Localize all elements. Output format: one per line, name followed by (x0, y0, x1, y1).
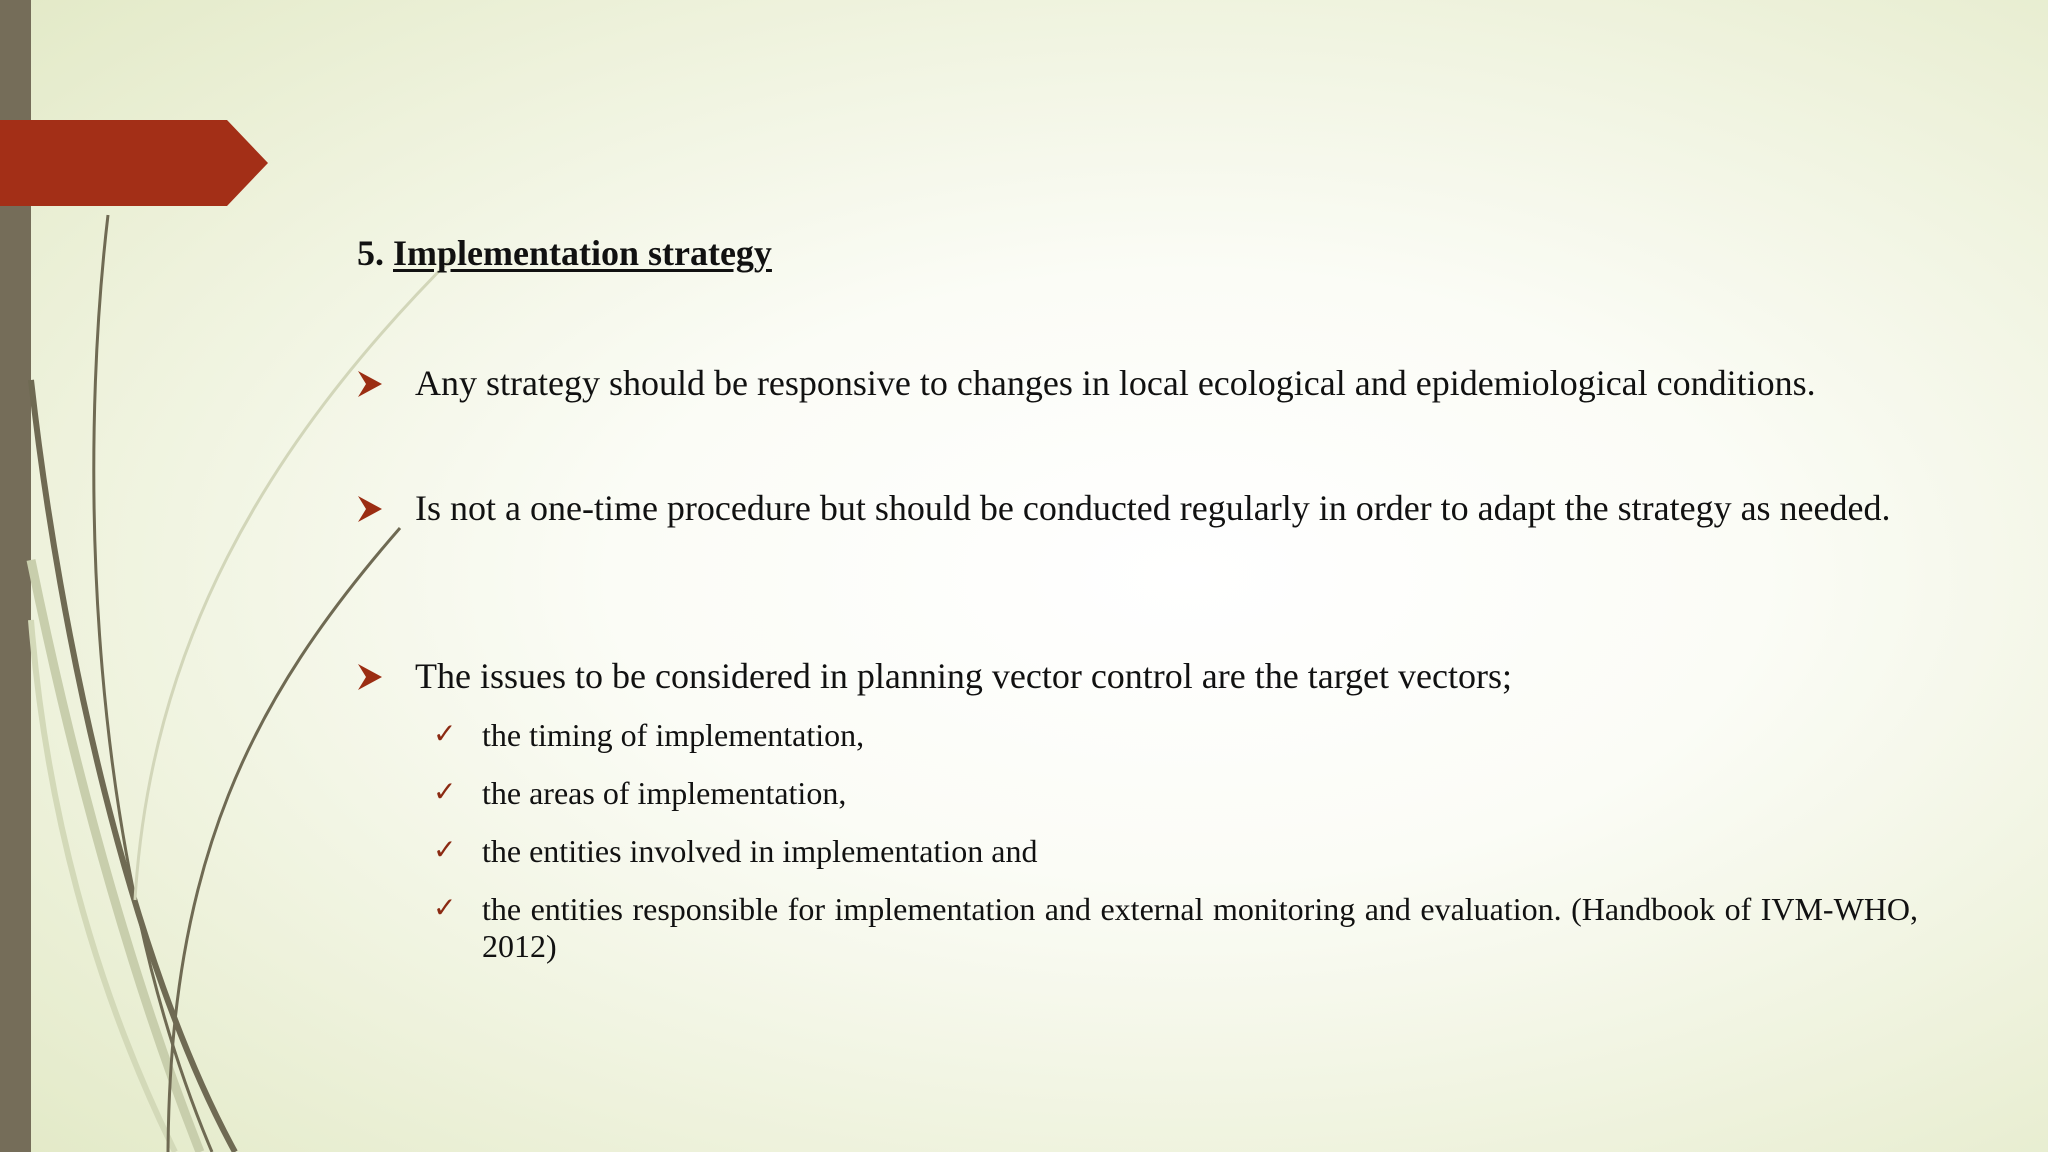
sub-bullet-text: the entities responsible for implementation and external monitoring and evaluation. (Handbook of IVM-WHO, 2012) (482, 891, 1918, 964)
sub-bullet-item (433, 891, 1918, 965)
sub-bullet-item (433, 775, 1918, 812)
sub-bullet-text: the timing of implementation, (482, 717, 865, 753)
checkmark-icon: ✓ (433, 717, 457, 750)
sub-bullet-text: the areas of implementation, (482, 775, 847, 811)
arrowhead-bullet-icon (357, 370, 383, 398)
title-text: Implementation strategy (393, 233, 772, 273)
checkmark-icon: ✓ (433, 775, 457, 808)
sub-bullet-item (433, 717, 1918, 754)
checkmark-icon: ✓ (433, 833, 457, 866)
checkmark-icon: ✓ (433, 891, 457, 924)
bullet-text: Is not a one-time procedure but should be conducted regularly in order to adapt the strategy as needed. (415, 488, 1891, 528)
bullet-item (357, 487, 1917, 529)
arrowhead-bullet-icon (357, 495, 383, 523)
bullet-text: Any strategy should be responsive to changes in local ecological and epidemiological conditions. (415, 363, 1816, 403)
bullet-item (357, 655, 1917, 697)
bullet-text: The issues to be considered in planning vector control are the target vectors; (415, 656, 1512, 696)
slide-title (357, 232, 772, 274)
bullet-item (357, 362, 1917, 404)
sub-bullet-text: the entities involved in implementation and (482, 833, 1038, 869)
arrowhead-bullet-icon (357, 663, 383, 691)
sub-bullet-item (433, 833, 1918, 870)
title-accent-tab (0, 120, 270, 206)
title-number: 5. (357, 233, 384, 273)
